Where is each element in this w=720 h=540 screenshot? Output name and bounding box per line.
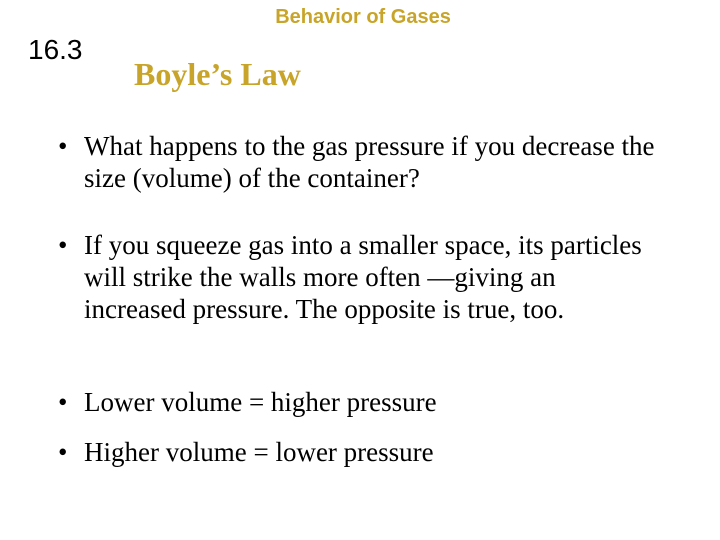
slide-title: Boyle’s Law: [134, 56, 301, 92]
header-title: Behavior of Gases: [275, 6, 451, 28]
bullet-text: Lower volume = higher pressure: [84, 387, 437, 417]
bullet-text: Higher volume = lower pressure: [84, 437, 434, 467]
bullet-marker: •: [58, 131, 68, 161]
bullet-text: What happens to the gas pressure if you decrease the size (volume) of the container?: [84, 131, 655, 193]
bullet-marker: •: [58, 437, 68, 467]
section-number: 16.3: [28, 34, 83, 65]
bullet-item: [58, 130, 658, 194]
bullet-item: [58, 229, 658, 325]
bullet-marker: •: [58, 387, 68, 417]
bullet-item: [58, 436, 658, 468]
bullet-marker: •: [58, 230, 68, 260]
bullet-item: [58, 386, 658, 418]
bullet-text: If you squeeze gas into a smaller space, its particles will strike the walls more often —giving an increased pressure. The opposite is true, too.: [84, 230, 642, 324]
